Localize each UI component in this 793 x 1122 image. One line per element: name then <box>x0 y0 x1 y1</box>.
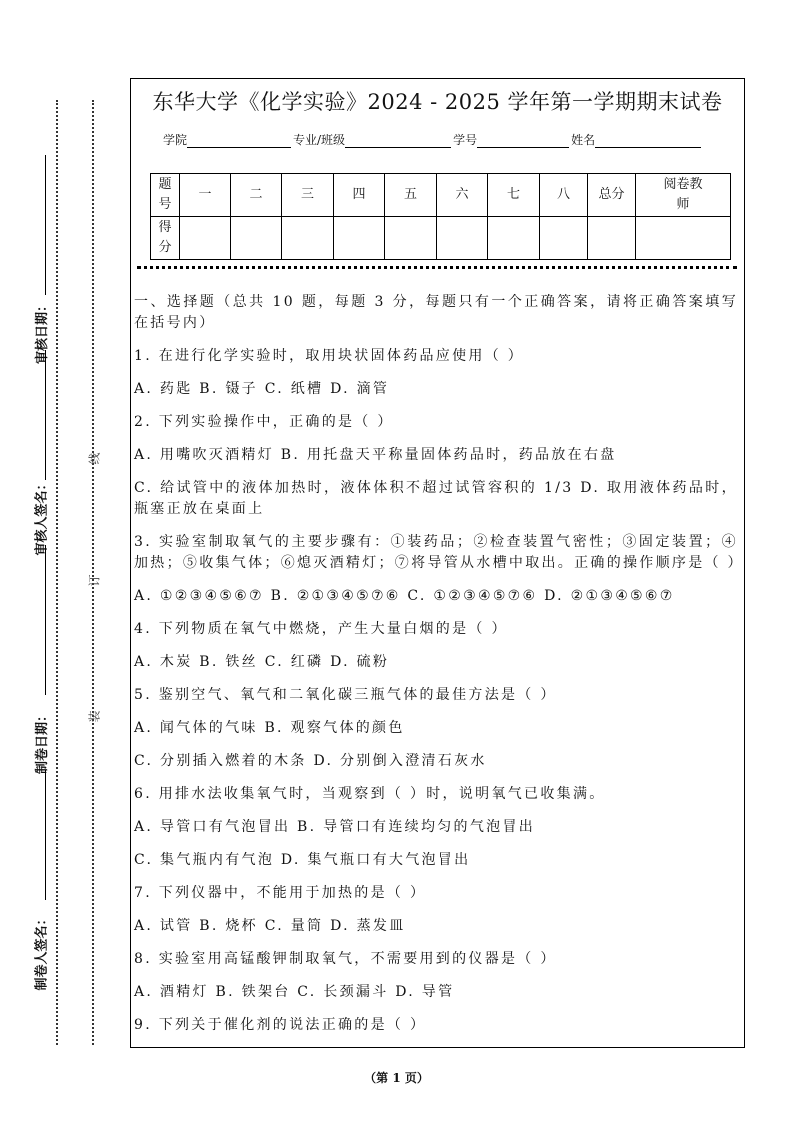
question-stem: 8. 实验室用高锰酸钾制取氧气，不需要用到的仪器是（ ） <box>134 951 557 967</box>
column-header: 一 <box>180 174 231 217</box>
page-number: （第 1 页） <box>364 1071 429 1085</box>
score-cell[interactable] <box>282 217 334 260</box>
column-header: 总分 <box>588 174 636 217</box>
binding-char-ding: 订 <box>87 574 102 587</box>
major-class-label: 专业/班级 <box>293 133 346 147</box>
column-header: 三 <box>282 174 334 217</box>
answer-options: A. 闻气体的气味 B. 观察气体的颜色 <box>134 720 405 736</box>
binding-dotted-line-outer <box>56 100 58 1045</box>
college-input[interactable] <box>187 133 291 148</box>
binding-char-xian: 线 <box>87 452 102 465</box>
score-cell[interactable] <box>385 217 437 260</box>
question-stem: 6. 用排水法收集氧气时，当观察到（ ）时，说明氧气已收集满。 <box>134 786 606 802</box>
score-table <box>150 173 731 260</box>
question-stem: 2. 下列实验操作中，正确的是（ ） <box>134 414 394 430</box>
question-stem: 7. 下列仪器中，不能用于加热的是（ ） <box>134 885 427 901</box>
signature-line <box>45 350 46 480</box>
student-id-input[interactable] <box>477 133 569 148</box>
score-cell[interactable] <box>334 217 385 260</box>
score-cell[interactable] <box>636 217 731 260</box>
score-cell[interactable] <box>437 217 488 260</box>
score-cell[interactable] <box>488 217 540 260</box>
answer-options: A. 酒精灯 B. 铁架台 C. 长颈漏斗 D. 导管 <box>134 984 455 1000</box>
answer-options: C. 集气瓶内有气泡 D. 集气瓶口有大气泡冒出 <box>134 852 471 868</box>
answer-options: A. 导管口有气泡冒出 B. 导管口有连续均匀的气泡冒出 <box>134 819 536 835</box>
question-stem: 3. 实验室制取氧气的主要步骤有：①装药品；②检查装置气密性；③固定装置；④加热；⑤收集气体；⑥熄灭酒精灯；⑦将导管从水槽中取出。正确的操作顺序是（ ） <box>134 534 744 571</box>
answer-options: C. 给试管中的液体加热时，液体体积不超过试管容积的 1/3 D. 取用液体药品时，瓶塞正放在桌面上 <box>134 480 738 517</box>
answer-options: A. 用嘴吹灭酒精灯 B. 用托盘天平称量固体药品时，药品放在右盘 <box>134 447 617 463</box>
review-date-label: 审核日期： <box>35 298 51 365</box>
column-header: 八 <box>540 174 588 217</box>
row-label: 得分 <box>151 217 180 260</box>
major-class-input[interactable] <box>345 133 451 148</box>
score-cell[interactable] <box>588 217 636 260</box>
score-cell[interactable] <box>180 217 231 260</box>
column-header: 七 <box>488 174 540 217</box>
reviewer-signature-label: 审核人签名： <box>34 477 50 556</box>
binding-char-zhuang: 装 <box>87 710 102 723</box>
student-id-label: 学号 <box>453 133 478 147</box>
signature-line <box>45 770 46 900</box>
section-heading: 一、选择题（总共 10 题，每题 3 分，每题只有一个正确答案，请将正确答案填写在括号内） <box>134 294 738 331</box>
name-label: 姓名 <box>571 133 596 147</box>
answer-options: C. 分别插入燃着的木条 D. 分别倒入澄清石灰水 <box>134 753 487 769</box>
answer-options: A. 试管 B. 烧杯 C. 量筒 D. 蒸发皿 <box>134 918 406 934</box>
question-stem: 4. 下列物质在氧气中燃烧，产生大量白烟的是（ ） <box>134 621 508 637</box>
column-header: 阅卷教师 <box>636 174 731 217</box>
question-stem: 1. 在进行化学实验时，取用块状固体药品应使用（ ） <box>134 348 525 364</box>
answer-options: A. 药匙 B. 镊子 C. 纸槽 D. 滴管 <box>134 381 390 397</box>
question-number-row <box>151 174 731 217</box>
answer-options: A. ①②③④⑤⑥⑦ B. ②①③④⑤⑦⑥ C. ①②③④⑤⑦⑥ D. ②①③④⑤⑥⑦ <box>134 588 675 604</box>
exam-title: 东华大学《化学实验》2024 - 2025 学年第一学期期末试卷 <box>152 90 723 114</box>
compiler-signature-label: 制卷人签名： <box>34 912 50 991</box>
name-input[interactable] <box>595 133 701 148</box>
column-header: 四 <box>334 174 385 217</box>
score-cell[interactable] <box>540 217 588 260</box>
row-label: 题号 <box>151 174 180 217</box>
section-divider <box>137 266 737 269</box>
question-section <box>134 292 744 1048</box>
signature-line <box>45 545 46 695</box>
binding-dotted-line-inner <box>92 100 94 1045</box>
student-info-fields <box>163 131 703 148</box>
question-stem: 5. 鉴别空气、氧气和二氧化碳三瓶气体的最佳方法是（ ） <box>134 687 557 703</box>
compile-date-label: 制卷日期： <box>35 708 51 775</box>
column-header: 二 <box>231 174 282 217</box>
score-cell[interactable] <box>231 217 282 260</box>
question-stem: 9. 下列关于催化剂的说法正确的是（ ） <box>134 1017 427 1033</box>
answer-options: A. 木炭 B. 铁丝 C. 红磷 D. 硫粉 <box>134 654 390 670</box>
signature-line <box>45 155 46 295</box>
college-label: 学院 <box>163 133 188 147</box>
column-header: 六 <box>437 174 488 217</box>
column-header: 五 <box>385 174 437 217</box>
score-row <box>151 217 731 260</box>
question-list <box>134 346 744 1036</box>
